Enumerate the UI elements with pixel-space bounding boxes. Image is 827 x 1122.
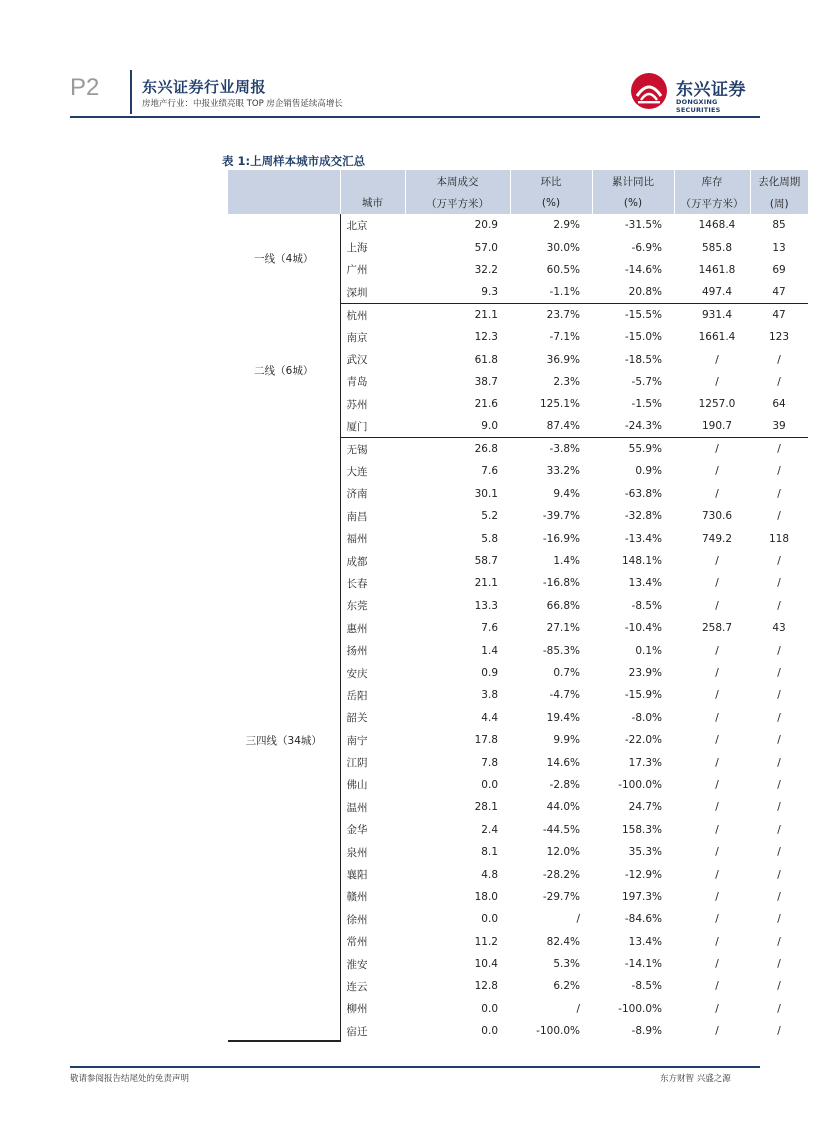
cell-city: 金华 — [346, 824, 368, 837]
cell-wow: 14.6% — [546, 756, 580, 769]
cell-weekly: 9.3 — [405, 281, 510, 303]
cell-city: 江阴 — [346, 757, 368, 770]
cell-cycle: / — [777, 980, 781, 993]
cell-city: 惠州 — [346, 622, 368, 635]
cell-city: 苏州 — [346, 398, 368, 411]
cell-city: 连云 — [346, 980, 368, 993]
header-tier-blank — [228, 170, 340, 214]
cell-cycle: / — [777, 1002, 781, 1015]
cell-city: 佛山 — [346, 779, 368, 792]
cell-inventory: / — [715, 689, 719, 702]
cell-ytd: -6.9% — [631, 241, 662, 254]
cell-inventory: / — [715, 711, 719, 724]
cell-cycle: / — [777, 846, 781, 859]
cell-ytd: -8.5% — [631, 599, 662, 612]
cell-ytd: 55.9% — [628, 443, 662, 456]
cell-city: 淮安 — [346, 958, 368, 971]
cell-city: 襄阳 — [346, 869, 368, 882]
cell-inventory: / — [715, 846, 719, 859]
cell-inventory: / — [715, 375, 719, 388]
cell-wow: 36.9% — [546, 353, 580, 366]
cell-cycle: / — [777, 823, 781, 836]
cell-ytd: -24.3% — [592, 416, 674, 438]
cell-city: 安庆 — [346, 667, 368, 680]
cell-weekly: 4.8 — [481, 868, 498, 881]
header-divider — [130, 70, 132, 114]
cell-cycle: / — [777, 644, 781, 657]
cell-ytd: 17.3% — [628, 756, 662, 769]
tier-label: 一线（4城） — [228, 214, 340, 304]
cell-city: 扬州 — [346, 645, 368, 658]
cell-wow: -28.2% — [542, 868, 580, 881]
header-city: 城市 — [340, 170, 405, 214]
cell-inventory: 258.7 — [701, 622, 733, 635]
cell-cycle: 85 — [772, 219, 786, 232]
cell-ytd: -14.1% — [624, 958, 662, 971]
cell-cycle: / — [777, 756, 781, 769]
footer-disclaimer: 敬请参阅报告结尾处的免责声明 — [70, 1074, 190, 1084]
cell-weekly: 0.0 — [481, 1025, 498, 1038]
cell-city: 厦门 — [340, 416, 405, 438]
cell-ytd: 148.1% — [621, 555, 662, 568]
cell-wow: -44.5% — [542, 823, 580, 836]
header-ytd: 累计同比 — [592, 170, 674, 192]
cell-ytd: -8.0% — [631, 711, 662, 724]
cell-cycle: / — [777, 599, 781, 612]
cell-weekly: 26.8 — [474, 443, 498, 456]
cell-city: 广州 — [346, 264, 368, 277]
cell-inventory: / — [715, 823, 719, 836]
cell-ytd: 35.3% — [628, 846, 662, 859]
cell-weekly: 21.6 — [474, 398, 498, 411]
cell-ytd: 24.7% — [628, 801, 662, 814]
cell-inventory: / — [715, 778, 719, 791]
cell-cycle: / — [777, 353, 781, 366]
cell-cycle: 123 — [768, 331, 790, 344]
cell-ytd: -22.0% — [624, 734, 662, 747]
cell-inventory: / — [715, 599, 719, 612]
cell-wow: -7.1% — [549, 331, 580, 344]
table-body — [228, 214, 808, 1042]
header-inventory: 库存 — [674, 170, 750, 192]
cell-inventory: / — [715, 734, 719, 747]
cell-city: 南京 — [346, 331, 368, 344]
cell-wow: 9.9% — [553, 734, 580, 747]
cell-weekly: 58.7 — [474, 555, 498, 568]
cell-ytd: 0.9% — [635, 465, 662, 478]
cell-ytd: -100.0% — [618, 778, 662, 791]
cell-ytd: 23.9% — [628, 667, 662, 679]
cell-city: 上海 — [346, 242, 368, 255]
cell-inventory: 1661.4 — [698, 331, 736, 344]
cell-wow: -4.7% — [549, 689, 580, 702]
cell-inventory: 497.4 — [674, 281, 750, 303]
cell-ytd: 20.8% — [592, 281, 674, 303]
cell-city: 岳阳 — [346, 689, 368, 702]
cell-weekly: 17.8 — [474, 734, 498, 747]
cell-cycle: 39 — [750, 416, 808, 438]
cell-inventory: 931.4 — [701, 309, 733, 321]
cell-weekly: 0.9 — [481, 667, 498, 679]
cell-cycle: 13 — [772, 241, 786, 254]
cell-city: 济南 — [346, 488, 368, 501]
cell-wow: -100.0% — [536, 1025, 580, 1038]
header-inventory-unit: （万平方米） — [674, 192, 750, 214]
cell-weekly: 4.4 — [481, 711, 498, 724]
tier-label: 三四线（34城） — [228, 438, 340, 1043]
cell-weekly: 3.8 — [481, 689, 498, 702]
cell-inventory: / — [715, 487, 719, 500]
cell-ytd: -15.9% — [624, 689, 662, 702]
brand-logo — [630, 72, 760, 112]
cell-inventory: 1257.0 — [698, 398, 736, 411]
cell-weekly: 8.1 — [481, 846, 498, 859]
cell-cycle: / — [777, 443, 781, 456]
footer-rule — [70, 1066, 760, 1068]
cell-wow: 0.7% — [553, 667, 580, 679]
cell-city: 北京 — [346, 219, 368, 232]
cell-inventory: / — [715, 1025, 719, 1038]
cell-city: 徐州 — [346, 913, 368, 926]
cell-ytd: -18.5% — [624, 353, 662, 366]
cell-ytd: -14.6% — [624, 263, 662, 276]
header-rule — [70, 116, 760, 118]
cell-wow: -1.1% — [510, 281, 592, 303]
cell-inventory: / — [715, 868, 719, 881]
cell-inventory: 730.6 — [701, 510, 733, 523]
tier-label: 二线（6城） — [228, 304, 340, 438]
cell-wow: 30.0% — [546, 241, 580, 254]
cell-inventory: / — [715, 555, 719, 568]
cell-weekly: 0.0 — [481, 913, 498, 926]
cell-cycle: / — [777, 667, 781, 679]
cell-weekly: 12.3 — [474, 331, 498, 344]
table-end-rule — [228, 1040, 340, 1042]
cell-wow: 23.7% — [546, 309, 580, 321]
header-cycle: 去化周期 — [750, 170, 808, 192]
cell-inventory: 1468.4 — [698, 219, 736, 232]
cell-ytd: -10.4% — [624, 622, 662, 635]
cell-inventory: / — [715, 958, 719, 971]
cell-wow: 82.4% — [546, 935, 580, 948]
cell-wow: -85.3% — [542, 644, 580, 657]
cell-wow: -3.8% — [549, 443, 580, 456]
cell-weekly: 13.3 — [474, 599, 498, 612]
cell-wow: 19.4% — [546, 711, 580, 724]
cell-weekly: 57.0 — [474, 241, 498, 254]
cell-weekly: 2.4 — [481, 823, 498, 836]
cell-inventory: / — [715, 353, 719, 366]
cell-city: 大连 — [346, 465, 368, 478]
cell-cycle: 47 — [772, 309, 786, 321]
cell-weekly: 32.2 — [474, 263, 498, 276]
cell-wow: 12.0% — [546, 846, 580, 859]
cell-inventory: / — [715, 980, 719, 993]
cell-weekly: 11.2 — [474, 935, 498, 948]
cell-ytd: 13.4% — [628, 577, 662, 590]
cell-weekly: 9.0 — [405, 416, 510, 438]
cell-inventory: / — [715, 935, 719, 948]
cell-inventory: / — [715, 577, 719, 590]
cell-city: 南宁 — [346, 734, 368, 747]
cell-weekly: 7.6 — [481, 465, 498, 478]
cell-ytd: -84.6% — [624, 913, 662, 926]
cell-inventory: / — [715, 644, 719, 657]
cell-weekly: 0.0 — [481, 1002, 498, 1015]
cell-weekly: 1.4 — [481, 644, 498, 657]
cell-inventory: / — [715, 913, 719, 926]
cell-cycle: 69 — [772, 263, 786, 276]
table-row — [228, 438, 808, 460]
cell-cycle: / — [777, 510, 781, 523]
header-weekly-unit: （万平方米） — [405, 192, 510, 214]
transaction-table — [228, 170, 808, 1042]
cell-wow: 66.8% — [546, 599, 580, 612]
logo-text-cn: 东兴证券 — [676, 80, 746, 100]
cell-cycle: / — [777, 1025, 781, 1038]
logo-text-en: DONGXING SECURITIES — [676, 98, 721, 114]
cell-wow: 33.2% — [546, 465, 580, 478]
cell-wow: / — [576, 913, 580, 926]
cell-wow: 9.4% — [553, 487, 580, 500]
cell-wow: 1.4% — [553, 555, 580, 568]
cell-city: 成都 — [346, 555, 368, 568]
cell-ytd: 0.1% — [635, 644, 662, 657]
cell-city: 长春 — [346, 577, 368, 590]
cell-cycle: 118 — [768, 532, 790, 545]
cell-weekly: 28.1 — [474, 801, 498, 814]
cell-wow: 125.1% — [539, 398, 580, 411]
report-subtitle: 房地产行业：中报业绩亮眼 TOP 房企销售延续高增长 — [142, 99, 343, 109]
cell-ytd: -63.8% — [624, 487, 662, 500]
header-wow: 环比 — [510, 170, 592, 192]
cell-city: 深圳 — [340, 281, 405, 303]
cell-cycle: / — [777, 711, 781, 724]
cell-city: 南昌 — [346, 510, 368, 523]
cell-wow: 87.4% — [510, 416, 592, 438]
cell-ytd: -31.5% — [624, 219, 662, 232]
cell-inventory: 190.7 — [674, 416, 750, 438]
cell-city: 泉州 — [346, 846, 368, 859]
cell-wow: -16.9% — [542, 532, 580, 545]
cell-cycle: / — [777, 935, 781, 948]
cell-inventory: / — [715, 465, 719, 478]
cell-cycle: / — [777, 465, 781, 478]
cell-ytd: 13.4% — [628, 935, 662, 948]
cell-weekly: 5.8 — [481, 532, 498, 545]
cell-ytd: -15.0% — [624, 331, 662, 344]
cell-city: 武汉 — [346, 354, 368, 367]
cell-ytd: -1.5% — [631, 398, 662, 411]
cell-cycle: / — [777, 868, 781, 881]
cell-cycle: / — [777, 958, 781, 971]
header-weekly: 本周成交 — [405, 170, 510, 192]
header-ytd-unit: (%) — [592, 192, 674, 214]
report-title: 东兴证券行业周报 — [142, 78, 267, 96]
cell-inventory: 1461.8 — [698, 263, 736, 276]
page-number: P2 — [70, 74, 100, 101]
cell-wow: -39.7% — [542, 510, 580, 523]
cell-weekly: 0.0 — [481, 778, 498, 791]
table-row — [228, 214, 808, 236]
cell-cycle: 43 — [772, 622, 786, 635]
cell-wow: 5.3% — [553, 958, 580, 971]
cell-city: 杭州 — [346, 309, 368, 322]
cell-ytd: -13.4% — [624, 532, 662, 545]
cell-wow: / — [576, 1002, 580, 1015]
cell-weekly: 7.8 — [481, 756, 498, 769]
cell-city: 韶关 — [346, 712, 368, 725]
cell-weekly: 20.9 — [474, 219, 498, 232]
cell-cycle: / — [777, 913, 781, 926]
cell-wow: -16.8% — [542, 577, 580, 590]
cell-inventory: / — [715, 667, 719, 679]
cell-cycle: 64 — [772, 398, 786, 411]
cell-weekly: 38.7 — [474, 375, 498, 388]
cell-wow: 6.2% — [553, 980, 580, 993]
cell-ytd: -15.5% — [624, 309, 662, 321]
cell-ytd: -5.7% — [631, 375, 662, 388]
cell-inventory: / — [715, 801, 719, 814]
cell-inventory: / — [715, 443, 719, 456]
cell-wow: 27.1% — [546, 622, 580, 635]
cell-inventory: / — [715, 756, 719, 769]
cell-cycle: 47 — [750, 281, 808, 303]
cell-wow: 60.5% — [546, 263, 580, 276]
cell-city: 宿迁 — [346, 1025, 368, 1038]
cell-ytd: -8.5% — [631, 980, 662, 993]
cell-wow: -2.8% — [549, 778, 580, 791]
header-wow-unit: (%) — [510, 192, 592, 214]
cell-inventory: / — [715, 890, 719, 903]
cell-cycle: / — [777, 689, 781, 702]
cell-cycle: / — [777, 375, 781, 388]
cell-weekly: 5.2 — [481, 510, 498, 523]
cell-cycle: / — [777, 577, 781, 590]
cell-weekly: 7.6 — [481, 622, 498, 635]
cell-inventory: 585.8 — [701, 241, 733, 254]
cell-cycle: / — [777, 801, 781, 814]
cell-ytd: 158.3% — [621, 823, 662, 836]
logo-mark-icon — [630, 72, 668, 110]
cell-city: 无锡 — [346, 443, 368, 456]
cell-city: 福州 — [346, 533, 368, 546]
cell-city: 温州 — [346, 801, 368, 814]
table-row — [228, 304, 808, 326]
cell-weekly: 61.8 — [474, 353, 498, 366]
header-cycle-unit: (周) — [750, 192, 808, 214]
cell-wow: 2.3% — [553, 375, 580, 388]
cell-inventory: / — [715, 1002, 719, 1015]
cell-weekly: 21.1 — [474, 309, 498, 321]
cell-cycle: / — [777, 555, 781, 568]
cell-ytd: -12.9% — [624, 868, 662, 881]
cell-weekly: 12.8 — [474, 980, 498, 993]
cell-city: 柳州 — [346, 1003, 368, 1016]
cell-ytd: -100.0% — [618, 1002, 662, 1015]
cell-wow: 2.9% — [553, 219, 580, 232]
cell-ytd: -32.8% — [624, 510, 662, 523]
cell-inventory: 749.2 — [701, 532, 733, 545]
cell-weekly: 21.1 — [474, 577, 498, 590]
cell-ytd: -8.9% — [631, 1025, 662, 1038]
footer-slogan: 东方财智 兴盛之源 — [660, 1074, 731, 1084]
cell-wow: -29.7% — [542, 890, 580, 903]
cell-cycle: / — [777, 734, 781, 747]
table-caption: 表 1:上周样本城市成交汇总 — [222, 154, 366, 168]
cell-cycle: / — [777, 778, 781, 791]
cell-city: 东莞 — [346, 600, 368, 613]
cell-weekly: 10.4 — [474, 958, 498, 971]
cell-wow: 44.0% — [546, 801, 580, 814]
cell-cycle: / — [777, 487, 781, 500]
cell-cycle: / — [777, 890, 781, 903]
cell-ytd: 197.3% — [621, 890, 662, 903]
cell-city: 青岛 — [346, 376, 368, 389]
cell-city: 常州 — [346, 936, 368, 949]
cell-weekly: 18.0 — [474, 890, 498, 903]
cell-weekly: 30.1 — [474, 487, 498, 500]
cell-city: 赣州 — [346, 891, 368, 904]
